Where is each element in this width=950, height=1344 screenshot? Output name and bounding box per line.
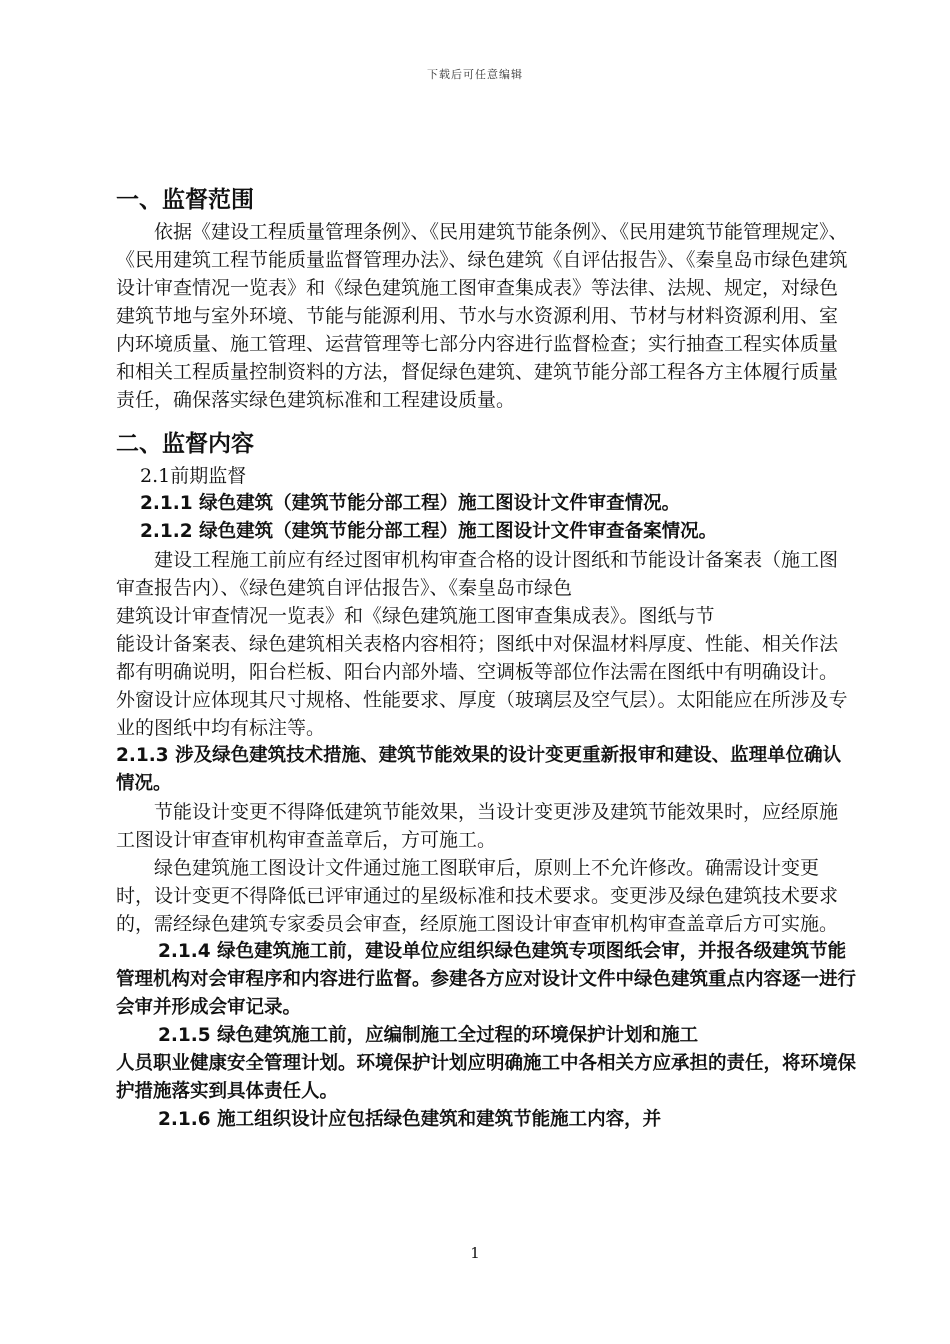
heading-2-1-4: 2.1.4 绿色建筑施工前，建设单位应组织绿色建筑专项图纸会审，并报各级建筑节能管理机构对会审程序和内容进行监督。参建各方应对设计文件中绿色建筑重点内容逐一进行会审并形成会审记录。 bbox=[116, 941, 857, 1018]
heading-2-1-1: 2.1.1 绿色建筑（建筑节能分部工程）施工图设计文件审查情况。 bbox=[140, 493, 681, 514]
paragraph-change-energy: 节能设计变更不得降低建筑节能效果，当设计变更涉及建筑节能效果时，应经原施工图设计审查审机构审查盖章后，方可施工。 bbox=[116, 801, 839, 851]
page-number: 1 bbox=[470, 1244, 480, 1262]
document-body bbox=[116, 182, 856, 1134]
section-title-scope: 一、监督范围 bbox=[116, 187, 254, 213]
heading-2-1: 2.1前期监督 bbox=[140, 465, 247, 487]
heading-2-1-5: 2.1.5 绿色建筑施工前，应编制施工全过程的环境保护计划和施工 bbox=[158, 1025, 699, 1046]
paragraph-review-a: 建设工程施工前应有经过图审机构审查合格的设计图纸和节能设计备案表（施工图审查报告内）、《绿色建筑自评估报告》、《秦皇岛市绿色 bbox=[116, 549, 839, 599]
paragraph-review-b: 建筑设计审查情况一览表》和《绿色建筑施工图审查集成表》。图纸与节 bbox=[116, 605, 715, 627]
paragraph-scope: 依据《建设工程质量管理条例》、《民用建筑节能条例》、《民用建筑节能管理规定》、《民用建筑工程节能质量监督管理办法》、绿色建筑《自评估报告》、《秦皇岛市绿色建筑设计审查情况一览表》和《绿色建筑施工图审查集成表》等法律、法规、规定，对绿色建筑节地与室外环境、节能与能源利用、节水与水资源利用、节材与材料资源利用、室内环境质量、施工管理、运营管理等七部分内容进行监督检查；实行抽查工程实体质量和相关工程质量控制资料的方法，督促绿色建筑、建筑节能分部工程各方主体履行质量责任，确保落实绿色建筑标准和工程建设质量。 bbox=[116, 221, 848, 411]
heading-2-1-3: 2.1.3 涉及绿色建筑技术措施、建筑节能效果的设计变更重新报审和建设、监理单位确认情况。 bbox=[116, 745, 842, 794]
heading-2-1-6: 2.1.6 施工组织设计应包括绿色建筑和建筑节能施工内容，并 bbox=[158, 1109, 662, 1130]
paragraph-review-c: 能设计备案表、绿色建筑相关表格内容相符；图纸中对保温材料厚度、性能、相关作法都有明确说明，阳台栏板、阳台内部外墙、空调板等部位作法需在图纸中有明确设计。外窗设计应体现其尺寸规格、性能要求、厚度（玻璃层及空气层）。太阳能应在所涉及专业的图纸中均有标注等。 bbox=[116, 633, 848, 739]
paragraph-change-green: 绿色建筑施工图设计文件通过施工图联审后，原则上不允许修改。确需设计变更时，设计变更不得降低已评审通过的星级标准和技术要求。变更涉及绿色建筑技术要求的，需经绿色建筑专家委员会审查，经原施工图设计审查审机构审查盖章后方可实施。 bbox=[116, 857, 839, 935]
heading-2-1-2: 2.1.2 绿色建筑（建筑节能分部工程）施工图设计文件审查备案情况。 bbox=[140, 521, 718, 542]
section-title-content: 二、监督内容 bbox=[116, 431, 254, 457]
paragraph-2-1-5-cont: 人员职业健康安全管理计划。环境保护计划应明确施工中各相关方应承担的责任，将环境保护措施落实到具体责任人。 bbox=[116, 1053, 857, 1102]
page-header: 下载后可任意编辑 bbox=[427, 68, 523, 81]
